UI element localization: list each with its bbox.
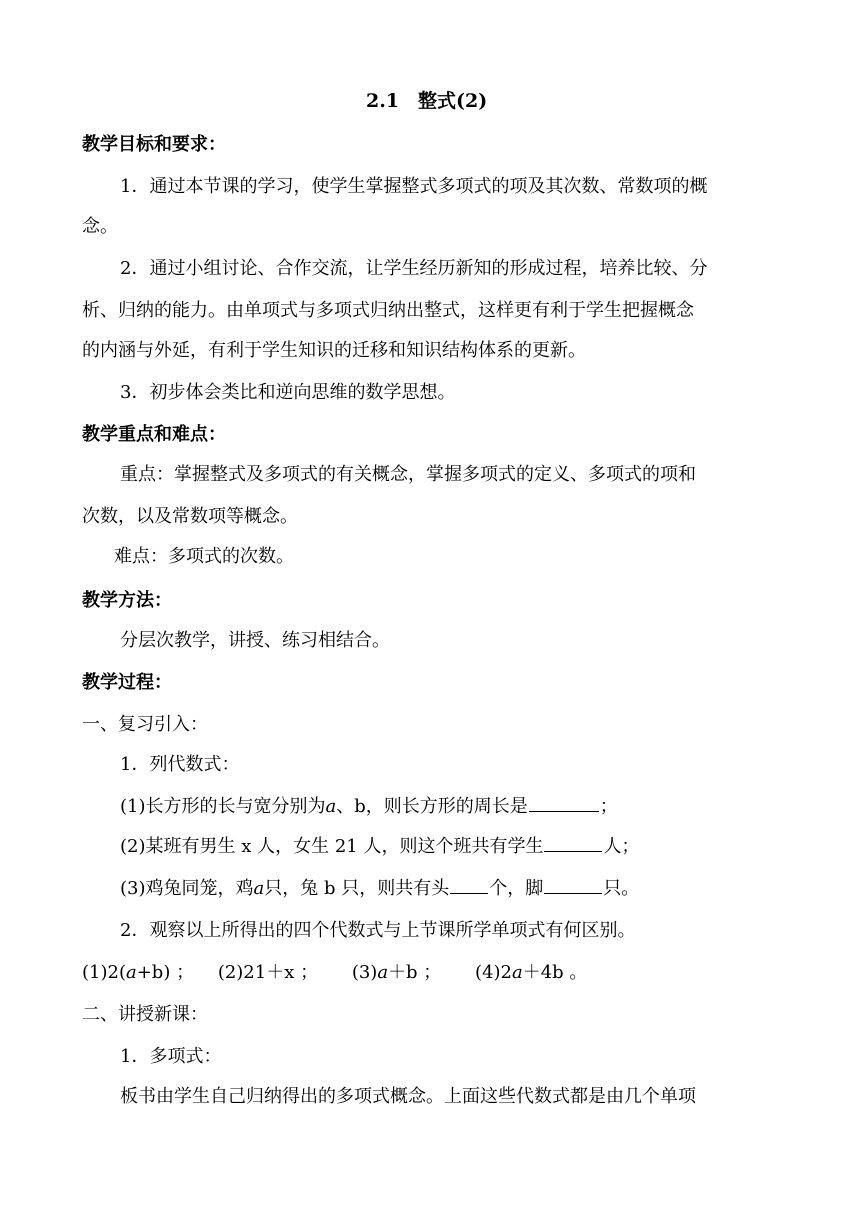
section-1-heading: 一、复习引入：: [82, 714, 208, 735]
question-1-text-b: 、b，则长方形的周长是: [336, 796, 528, 817]
observe-text: 2．观察以上所得出的四个代数式与上节课所学单项式有何区别。: [120, 920, 636, 941]
variable-a: a: [125, 962, 137, 983]
question-2-text: (2)某班有男生 x 人，女生 21 人，则这个班共有学生: [120, 836, 544, 857]
expr-3-b: ＋b ；: [388, 962, 442, 983]
expr-3-a: (3): [351, 962, 378, 983]
answer-blank: [544, 835, 602, 852]
variable-a: a: [377, 962, 389, 983]
goal-3: 3．初步体会类比和逆向思维的数学思想。: [120, 382, 456, 403]
question-2-end: 人；: [603, 836, 640, 857]
method-heading: 教学方法：: [82, 590, 172, 611]
goal-1-line-1: 1．通过本节课的学习，使学生掌握整式多项式的项及其次数、常数项的概: [120, 176, 708, 197]
question-1-end: ；: [599, 796, 618, 817]
question-3-text-c: 个，脚: [489, 878, 544, 899]
variable-a: a: [512, 962, 523, 983]
variable-a: a: [325, 796, 337, 817]
process-heading: 教学过程：: [82, 672, 172, 693]
page-title: 2.1 整式(2): [366, 90, 488, 112]
expression-4: [475, 962, 587, 983]
question-3: [120, 876, 639, 902]
expression-2: (2)21＋x ；: [217, 962, 319, 983]
difficulty-text: 难点：多项式的次数。: [114, 546, 294, 567]
polynomial-title: 1．多项式：: [120, 1046, 222, 1067]
goal-2-line-1: 2．通过小组讨论、合作交流，让学生经历新知的形成过程，培养比较、分: [120, 258, 708, 279]
expressions-row: [82, 960, 587, 986]
method-text: 分层次教学，讲授、练习相结合。: [120, 630, 390, 651]
question-3-end: 只。: [603, 878, 640, 899]
goal-1-line-2: 念。: [82, 216, 118, 237]
variable-a: a: [253, 878, 265, 899]
keypoints-heading: 教学重点和难点：: [82, 424, 226, 445]
question-2: [120, 834, 639, 860]
expression-1: [82, 962, 194, 983]
answer-blank: [529, 795, 599, 812]
list-title: 1．列代数式：: [120, 754, 240, 775]
question-3-text-b: 只，兔 b 只，则共有头: [264, 878, 450, 899]
focus-line-2: 次数，以及常数项等概念。: [82, 506, 298, 527]
section-2-heading: 二、讲授新课：: [82, 1004, 208, 1025]
expr-1-a: (1)2(: [82, 962, 126, 983]
expr-4-a: (4)2: [475, 962, 512, 983]
question-1-text-a: (1)长方形的长与宽分别为: [120, 796, 326, 817]
goal-2-line-3: 的内涵与外延，有利于学生知识的迁移和知识结构体系的更新。: [82, 340, 586, 361]
answer-blank: [544, 877, 602, 894]
goals-heading: 教学目标和要求：: [82, 134, 226, 155]
expression-3: [352, 962, 441, 983]
polynomial-text: 板书由学生自己归纳得出的多项式概念。上面这些代数式都是由几个单项: [120, 1086, 696, 1107]
expr-4-b: ＋4b 。: [522, 962, 588, 983]
expr-1-b: +b) ；: [136, 962, 195, 983]
goal-2-line-2: 析、归纳的能力。由单项式与多项式归纳出整式，这样更有利于学生把握概念: [82, 300, 694, 321]
question-3-text-a: (3)鸡兔同笼，鸡: [120, 878, 254, 899]
answer-blank: [450, 877, 488, 894]
question-1: [120, 794, 618, 820]
focus-line-1: 重点：掌握整式及多项式的有关概念，掌握多项式的定义、多项式的项和: [120, 464, 696, 485]
